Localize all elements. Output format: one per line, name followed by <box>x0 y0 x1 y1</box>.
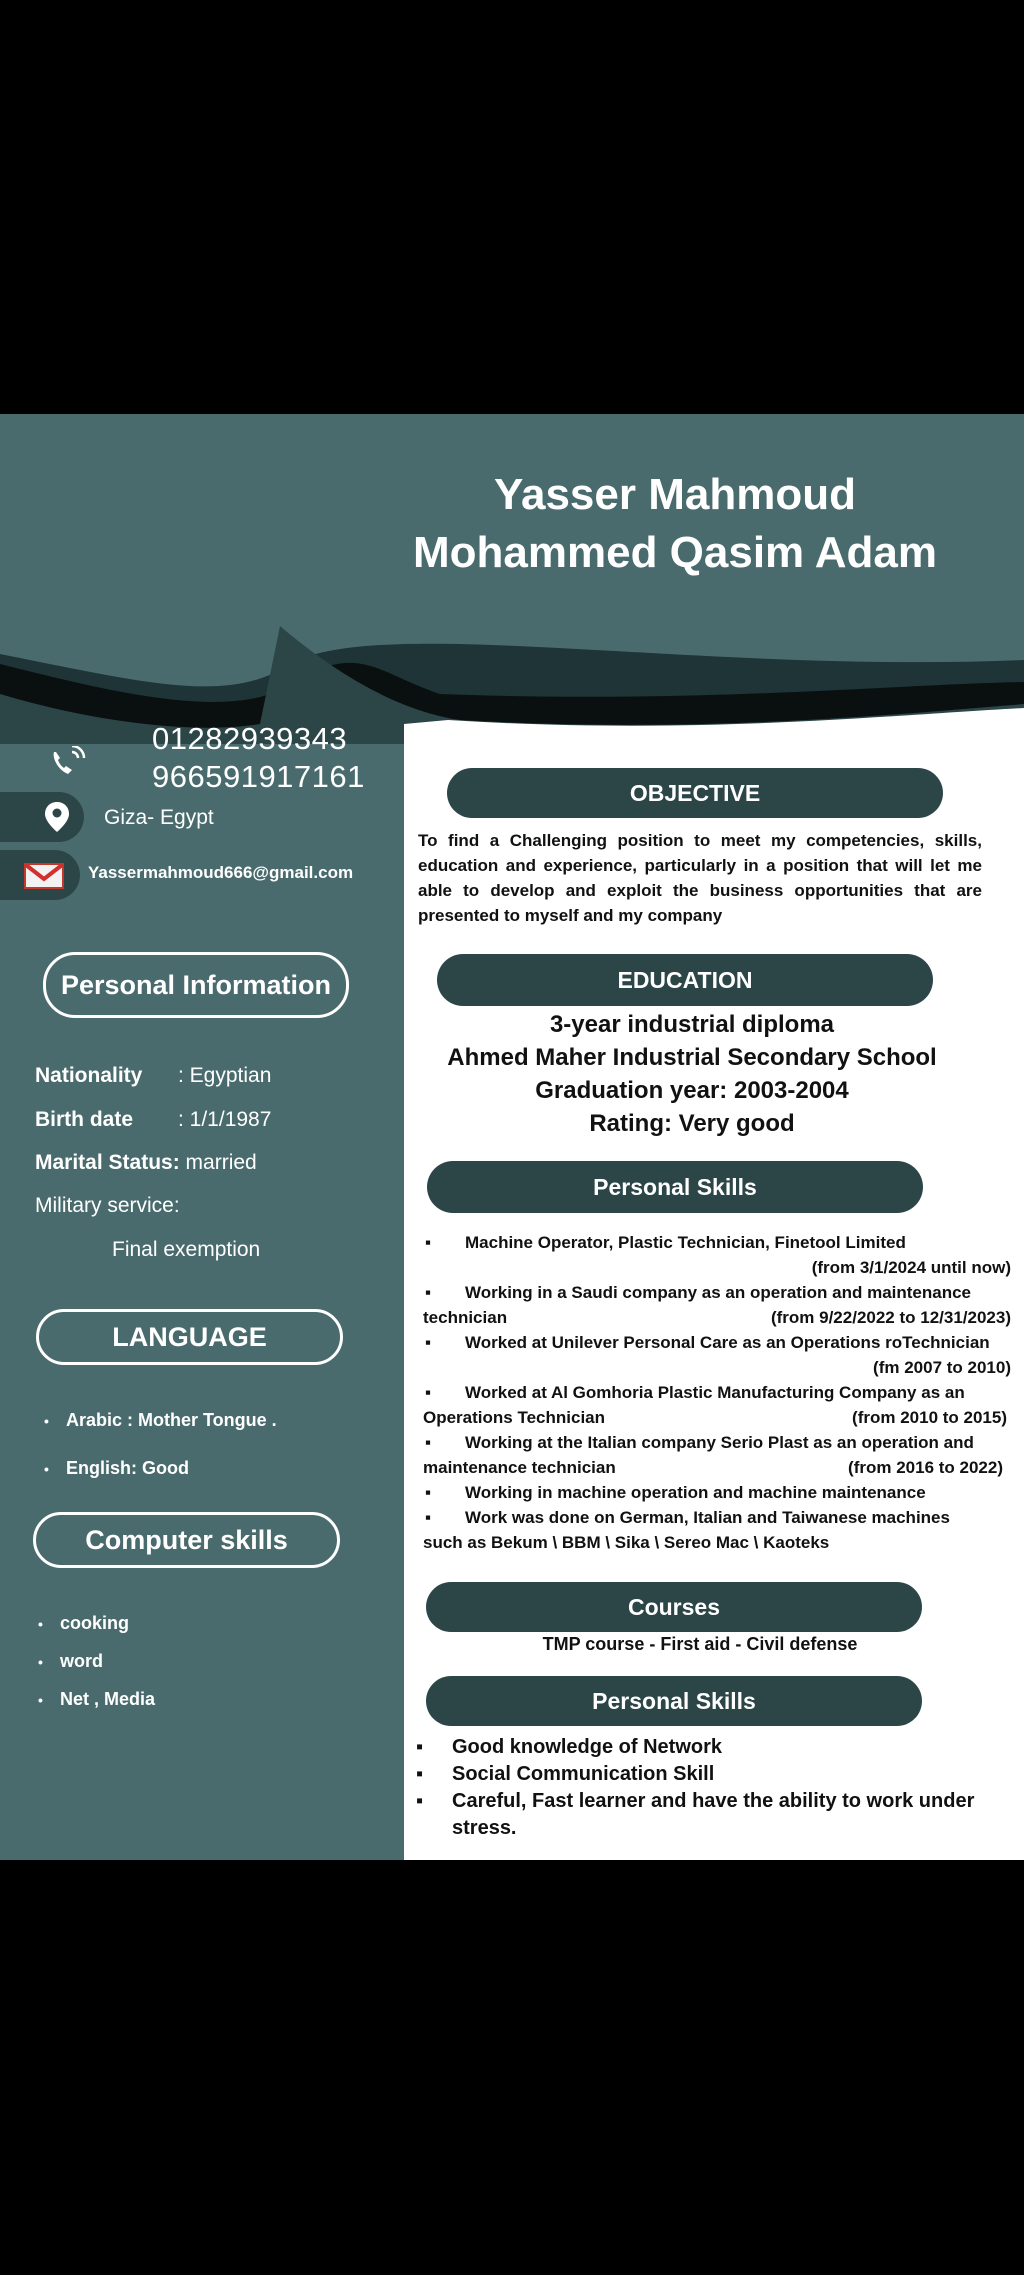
location-pin-icon <box>45 802 69 832</box>
computer-skill-item: • Net , Media <box>30 1680 155 1718</box>
experience-date: (from 3/1/2024 until now) <box>811 1258 1011 1277</box>
nationality-label: Nationality <box>35 1064 143 1087</box>
marital-status-value: married <box>179 1151 257 1174</box>
birth-date-label: Birth date <box>35 1108 134 1131</box>
phone-numbers <box>152 720 365 796</box>
experience-date: (from 2016 to 2022) <box>848 1458 1003 1477</box>
experience-text-cont: maintenance technician <box>423 1458 616 1477</box>
experience-text: ▪ Work was done on German, Italian and Taiwanese machines <box>423 1505 1011 1530</box>
experience-text-cont: Operations Technician <box>423 1408 606 1427</box>
experience-text: ▪ Working in machine operation and machine maintenance <box>423 1480 1011 1505</box>
education-line-1: 3-year industrial diploma <box>549 1011 835 1038</box>
computer-skills-list <box>30 1604 155 1718</box>
education-line-3: Graduation year: 2003-2004 <box>535 1077 849 1104</box>
education-details <box>412 1008 972 1140</box>
experience-item <box>423 1230 1011 1280</box>
email-icon <box>24 863 64 889</box>
objective-text: To find a Challenging position to meet my competencies, skills, education and experience, particularly in a position that will let me able to develop and exploit the business opportunities that are presented to myself and my company <box>418 831 982 925</box>
birth-date-row <box>35 1108 271 1132</box>
experience-date: (from 9/22/2022 to 12/31/2023) <box>770 1308 1011 1327</box>
experience-item <box>423 1280 1011 1330</box>
experience-text: ▪ Worked at Al Gomhoria Plastic Manufacturing Company as an <box>423 1380 1011 1405</box>
personal-skills-list <box>414 1734 994 1842</box>
experience-date: (fm 2007 to 2010) <box>873 1358 1011 1377</box>
experience-text: ▪ Working in a Saudi company as an operation and maintenance <box>423 1280 1011 1305</box>
nationality-row <box>35 1064 271 1088</box>
experience-item <box>423 1480 1011 1505</box>
education-line-4: Rating: Very good <box>589 1110 795 1137</box>
language-title: LANGUAGE <box>36 1309 343 1365</box>
language-list <box>36 1396 277 1492</box>
personal-skill-item: ▪ Careful, Fast learner and have the ability to work under stress. <box>414 1788 994 1842</box>
objective-title: OBJECTIVE <box>447 768 943 818</box>
experience-text: ▪ Machine Operator, Plastic Technician, Finetool Limited <box>423 1230 1011 1255</box>
phone-number-1: 01282939343 <box>152 721 348 756</box>
full-name <box>400 466 950 582</box>
experience-list <box>423 1230 1011 1555</box>
computer-skills-title: Computer skills <box>33 1512 340 1568</box>
experience-text-cont: such as Bekum \ BBM \ Sika \ Sereo Mac \ Kaoteks <box>423 1533 830 1552</box>
education-title: EDUCATION <box>437 954 933 1006</box>
education-line-2: Ahmed Maher Industrial Secondary School <box>447 1044 937 1071</box>
marital-status-label: Marital Status: <box>35 1151 180 1174</box>
personal-skills-title: Personal Skills <box>426 1676 922 1726</box>
experience-text-cont: technician <box>423 1308 508 1327</box>
resume-page <box>0 414 1024 1860</box>
location-pill <box>0 792 84 842</box>
location-text: Giza- Egypt <box>104 806 214 829</box>
nationality-value: : Egyptian <box>178 1064 272 1087</box>
birth-date-value: : 1/1/1987 <box>178 1108 272 1131</box>
name-line-2: Mohammed Qasim Adam <box>412 528 938 577</box>
courses-title: Courses <box>426 1582 922 1632</box>
experience-text: ▪ Working at the Italian company Serio Plast as an operation and <box>423 1430 1011 1455</box>
personal-skill-item: ▪ Good knowledge of Network <box>414 1734 994 1761</box>
experience-item <box>423 1380 1011 1430</box>
experience-title: Personal Skills <box>427 1161 923 1213</box>
military-service-value: Final exemption <box>112 1238 261 1261</box>
experience-item <box>423 1430 1011 1480</box>
computer-skill-item: • cooking <box>30 1604 155 1642</box>
phone-number-2: 966591917161 <box>152 759 365 794</box>
experience-text: ▪ Worked at Unilever Personal Care as an Operations roTechnician <box>423 1330 1011 1355</box>
computer-skill-item: • word <box>30 1642 155 1680</box>
email-pill <box>0 850 80 900</box>
military-service-label: Military service: <box>35 1194 180 1217</box>
language-item: • Arabic : Mother Tongue . <box>36 1396 277 1444</box>
experience-date: (from 2010 to 2015) <box>852 1408 1007 1427</box>
personal-info-title: Personal Information <box>43 952 349 1018</box>
experience-item <box>423 1330 1011 1380</box>
personal-skill-item: ▪ Social Communication Skill <box>414 1761 994 1788</box>
phone-icon <box>48 746 88 780</box>
language-item: • English: Good <box>36 1444 277 1492</box>
name-line-1: Yasser Mahmoud <box>494 470 856 519</box>
email-text[interactable]: Yassermahmoud666@gmail.com <box>88 863 354 882</box>
marital-status-row <box>35 1151 257 1175</box>
experience-item <box>423 1505 1011 1555</box>
courses-text: TMP course - First aid - Civil defense <box>542 1634 858 1654</box>
